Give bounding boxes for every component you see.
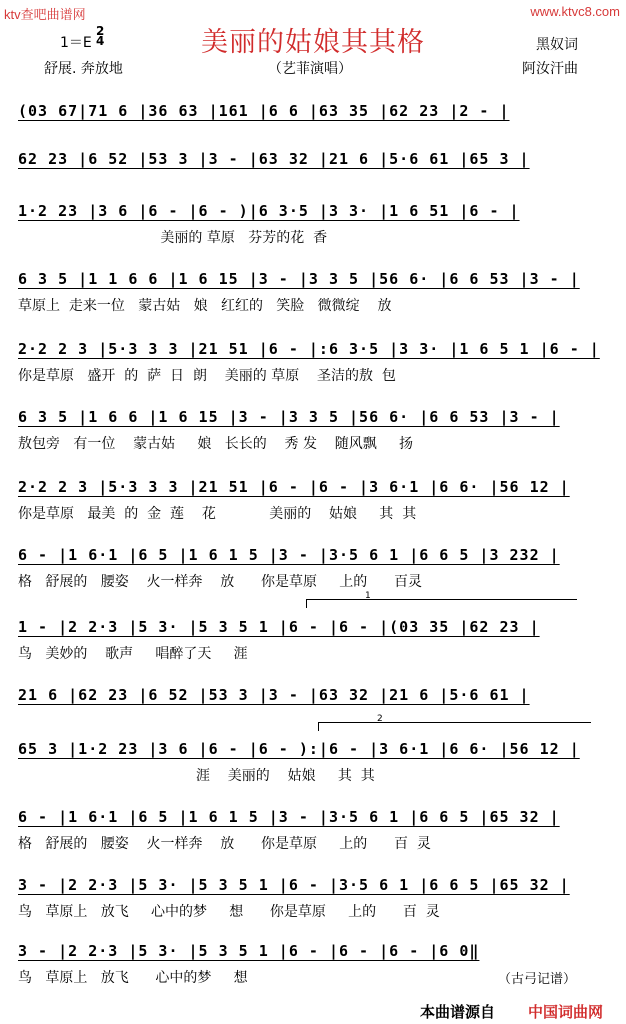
- singer-credit: （艺菲演唱）: [268, 61, 352, 77]
- lyrics-line: 鸟 美妙的 歌声 唱醉了天 涯: [18, 646, 248, 662]
- score-row: [18, 144, 608, 204]
- notation-line: 3 - |2 2·3 |5 3· |5 3 5 1 |6 - |3·5 6 1 |6 6 5 |65 32 |: [18, 876, 570, 894]
- time-signature-top: 2: [96, 24, 105, 38]
- score-row: [18, 734, 608, 794]
- notation-line: 62 23 |6 52 |53 3 |3 - |63 32 |21 6 |5·6 61 |65 3 |: [18, 150, 530, 168]
- score-row: [18, 196, 608, 256]
- lyrics-line: 格 舒展的 腰姿 火一样奔 放 你是草原 上的 百灵: [18, 574, 422, 590]
- score-row: [18, 802, 608, 862]
- watermark-right: www.ktvc8.com: [530, 4, 620, 19]
- score-row: [18, 334, 608, 394]
- notation-line: (03 67|71 6 |36 63 |161 |6 6 |63 35 |62 23 |2 - |: [18, 102, 510, 120]
- score-row: [18, 540, 608, 600]
- notation-line: 6 - |1 6·1 |6 5 |1 6 1 5 |3 - |3·5 6 1 |6 6 5 |3 232 |: [18, 546, 560, 564]
- lyrics-line: 敖包旁 有一位 蒙古姑 娘 长长的 秀 发 随风飘 扬: [18, 436, 414, 452]
- lyrics-line: 格 舒展的 腰姿 火一样奔 放 你是草原 上的 百 灵: [18, 836, 431, 852]
- lyrics-line: 草原上 走来一位 蒙古姑 娘 红红的 笑脸 微微绽 放: [18, 298, 392, 314]
- second-ending-bracket: [318, 714, 591, 731]
- footer-site-link[interactable]: 中国词曲网: [528, 1003, 604, 1021]
- song-title: 美丽的姑娘其其格: [201, 27, 425, 58]
- notation-line: 6 3 5 |1 6 6 |1 6 15 |3 - |3 3 5 |56 6· |6 6 53 |3 - |: [18, 408, 560, 426]
- score-row: [18, 870, 608, 930]
- lyrics-line: 你是草原 盛开 的 萨 日 朗 美丽的 草原 圣洁的敖 包: [18, 368, 396, 384]
- notation-line: 1·2 23 |3 6 |6 - |6 - )|6 3·5 |3 3· |1 6 51 |6 - |: [18, 202, 520, 220]
- composer-credit: 阿汝汗曲: [522, 61, 578, 77]
- score-row: [18, 402, 608, 462]
- lyrics-line: [18, 174, 608, 198]
- notation-line: 2·2 2 3 |5·3 3 3 |21 51 |6 - |:6 3·5 |3 3· |1 6 5 1 |6 - |: [18, 340, 600, 358]
- first-ending-bracket: [306, 591, 577, 608]
- lyricist-credit: 黑奴词: [536, 37, 578, 53]
- score-row: [18, 680, 608, 740]
- score-row: [18, 936, 608, 996]
- time-signature-bottom: 4: [96, 34, 105, 48]
- lyrics-line: 鸟 草原上 放飞 心中的梦 想 你是草原 上的 百 灵: [18, 904, 440, 920]
- notation-line: 21 6 |62 23 |6 52 |53 3 |3 - |63 32 |21 6 |5·6 61 |: [18, 686, 530, 704]
- lyrics-line: 美丽的 草原 芬芳的花 香: [18, 230, 328, 246]
- notation-line: 3 - |2 2·3 |5 3· |5 3 5 1 |6 - |6 - |6 - |6 0‖: [18, 942, 480, 960]
- watermark-left: ktv查吧曲谱网: [4, 7, 86, 22]
- notation-line: 65 3 |1·2 23 |3 6 |6 - |6 - ):|6 - |3 6·1 |6 6· |56 12 |: [18, 740, 580, 758]
- footer-source-text: 本曲谱源自: [420, 1003, 496, 1021]
- key-signature: 1＝E: [60, 35, 92, 51]
- tempo-marking: 舒展. 奔放地: [44, 61, 123, 77]
- notation-line: 6 3 5 |1 1 6 6 |1 6 15 |3 - |3 3 5 |56 6· |6 6 53 |3 - |: [18, 270, 580, 288]
- notation-line: 2·2 2 3 |5·3 3 3 |21 51 |6 - |6 - |3 6·1 |6 6· |56 12 |: [18, 478, 570, 496]
- score-row: [18, 612, 608, 672]
- score-row: [18, 472, 608, 532]
- first-ending-number: 1: [365, 591, 371, 601]
- lyrics-line: 鸟 草原上 放飞 心中的梦 想: [18, 970, 248, 986]
- time-signature: [96, 26, 104, 46]
- lyrics-line: 涯 美丽的 姑娘 其 其: [18, 768, 375, 784]
- score-row: [18, 264, 608, 324]
- lyrics-line: 你是草原 最美 的 金 莲 花 美丽的 姑娘 其 其: [18, 506, 417, 522]
- transcriber-credit: （古弓记谱）: [498, 972, 577, 987]
- notation-line: 6 - |1 6·1 |6 5 |1 6 1 5 |3 - |3·5 6 1 |6 6 5 |65 32 |: [18, 808, 560, 826]
- notation-line: 1 - |2 2·3 |5 3· |5 3 5 1 |6 - |6 - |(03 35 |62 23 |: [18, 618, 540, 636]
- second-ending-number: 2: [377, 714, 383, 724]
